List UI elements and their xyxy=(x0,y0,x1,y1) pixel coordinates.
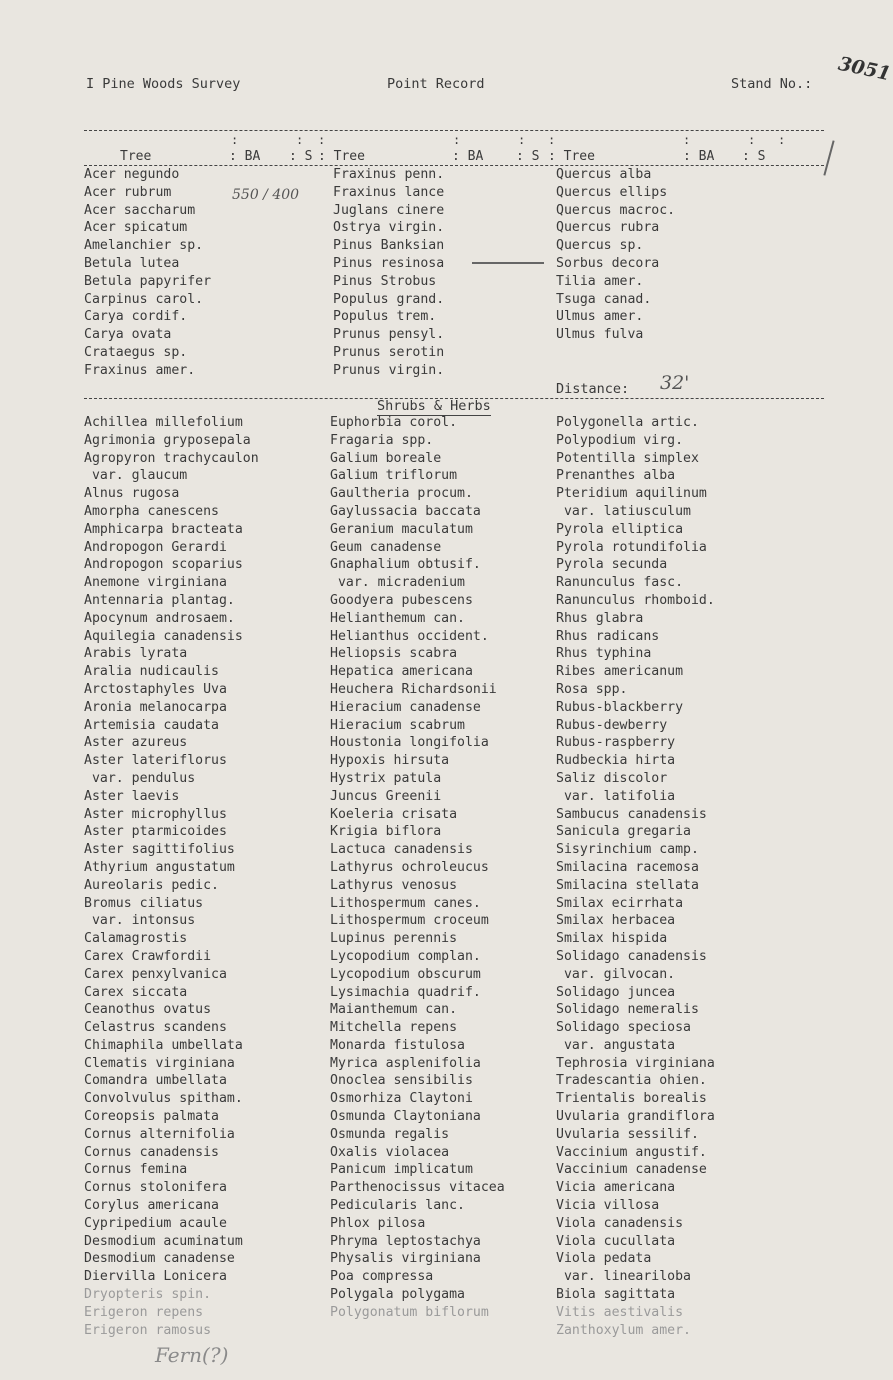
list-item: Viola pedata xyxy=(556,1251,652,1267)
list-item: Arabis lyrata xyxy=(84,646,188,662)
list-item: Ulmus amer. xyxy=(556,309,644,325)
list-item: Sisyrinchium camp. xyxy=(556,842,699,858)
list-item: Solidago speciosa xyxy=(556,1020,691,1036)
list-item: Lathyrus ochroleucus xyxy=(330,859,489,875)
header-tree-1: Tree xyxy=(120,149,152,164)
list-item: Aureolaris pedic. xyxy=(84,877,219,893)
list-item: Lithospermum croceum xyxy=(330,913,489,929)
list-item: Potentilla simplex xyxy=(556,450,699,466)
list-item: Hieracium canadense xyxy=(330,699,481,715)
list-item: Geum canadense xyxy=(330,539,442,555)
list-item: Poa compressa xyxy=(330,1269,434,1285)
list-item: Maianthemum can. xyxy=(330,1002,458,1018)
list-item: Vitis aestivalis xyxy=(556,1304,684,1320)
list-item: Osmorhiza Claytoni xyxy=(330,1091,473,1107)
list-item: Helianthemum can. xyxy=(330,610,465,626)
list-item: Celastrus scandens xyxy=(84,1020,227,1036)
list-item: Ceanothus ovatus xyxy=(84,1002,212,1018)
list-item: Krigia biflora xyxy=(330,824,442,840)
list-item: Aster laevis xyxy=(84,788,180,804)
list-item: Myrica asplenifolia xyxy=(330,1055,481,1071)
list-item: Uvularia sessilif. xyxy=(556,1126,699,1142)
list-item: Lupinus perennis xyxy=(330,931,458,947)
list-item: Phryma leptostachya xyxy=(330,1233,481,1249)
list-item: var. intonsus xyxy=(84,913,196,929)
list-item: Quercus rubra xyxy=(556,220,660,236)
list-item: Mitchella repens xyxy=(330,1020,458,1036)
list-item: Betula lutea xyxy=(84,255,180,271)
list-item: Tradescantia ohien. xyxy=(556,1073,707,1089)
list-item: Populus grand. xyxy=(333,291,445,307)
list-item: Viola canadensis xyxy=(556,1215,684,1231)
list-item: Dryopteris spin. xyxy=(84,1287,212,1303)
handwritten-ba-note: 550 / 400 xyxy=(232,187,300,203)
list-item: Sorbus decora xyxy=(556,255,660,271)
header-tree-2: : Tree xyxy=(318,149,365,164)
list-item: Quercus alba xyxy=(556,167,652,182)
herb-column-1 xyxy=(84,414,259,1339)
list-item: Pedicularis lanc. xyxy=(330,1198,465,1214)
list-item: Pyrola elliptica xyxy=(556,521,684,537)
list-item: Cornus stolonifera xyxy=(84,1180,227,1196)
list-item: Populus trem. xyxy=(333,309,437,325)
list-item: Aster microphyllus xyxy=(84,806,227,822)
header-ba-3: : BA xyxy=(683,149,715,164)
list-item: Quercus macroc. xyxy=(556,202,676,218)
list-item: Fraxinus penn. xyxy=(333,167,445,182)
list-item: Heuchera Richardsonii xyxy=(330,681,497,697)
list-item: Cornus alternifolia xyxy=(84,1126,235,1142)
list-item: Polypodium virg. xyxy=(556,432,684,448)
list-item: Pyrola secunda xyxy=(556,557,668,573)
list-item: Amphicarpa bracteata xyxy=(84,521,243,537)
colon-marks-2: : xyxy=(318,133,326,147)
list-item: Aralia nudicaulis xyxy=(84,664,219,680)
herb-column-3 xyxy=(556,414,715,1339)
list-item: Lithospermum canes. xyxy=(330,895,481,911)
list-item: Saliz discolor xyxy=(556,770,668,786)
list-item: Aster ptarmicoides xyxy=(84,824,227,840)
distance-label: Distance: xyxy=(556,381,630,397)
list-item: Ranunculus fasc. xyxy=(556,575,684,591)
list-item: Crataegus sp. xyxy=(84,344,188,360)
list-item: Pinus Banksian xyxy=(333,238,445,254)
list-item: Clematis virginiana xyxy=(84,1055,235,1071)
list-item: Alnus rugosa xyxy=(84,486,180,502)
shrubs-herbs-title: Shrubs & Herbs xyxy=(377,398,491,414)
list-item: Convolvulus spitham. xyxy=(84,1091,243,1107)
list-item: Quercus ellips xyxy=(556,184,668,200)
list-item: Comandra umbellata xyxy=(84,1073,227,1089)
list-item: Ribes americanum xyxy=(556,664,684,680)
list-item: Solidago canadensis xyxy=(556,948,707,964)
list-item: Goodyera pubescens xyxy=(330,592,473,608)
list-item: Chimaphila umbellata xyxy=(84,1037,243,1053)
list-item: var. micradenium xyxy=(330,575,465,591)
list-item: Pinus Strobus xyxy=(333,273,437,289)
list-item: Pyrola rotundifolia xyxy=(556,539,707,555)
list-item: Acer rubrum xyxy=(84,184,172,200)
list-item: Prenanthes alba xyxy=(556,468,676,484)
colon-marks-5: : : xyxy=(683,133,756,147)
list-item: Aster lateriflorus xyxy=(84,753,227,769)
list-item: Rhus typhina xyxy=(556,646,652,662)
list-item: Lysimachia quadrif. xyxy=(330,984,481,1000)
list-item: Andropogon scoparius xyxy=(84,557,243,573)
list-item: Vaccinium canadense xyxy=(556,1162,707,1178)
list-item: Trientalis borealis xyxy=(556,1091,707,1107)
list-item: Lathyrus venosus xyxy=(330,877,458,893)
list-item: Osmunda Claytoniana xyxy=(330,1109,481,1125)
list-item: Rubus-raspberry xyxy=(556,735,676,751)
list-item: Polygonatum biflorum xyxy=(330,1304,489,1320)
list-item: Cypripedium acaule xyxy=(84,1215,227,1231)
list-item: Erigeron ramosus xyxy=(84,1322,212,1338)
list-item: Phlox pilosa xyxy=(330,1215,426,1231)
list-item: Gaylussacia baccata xyxy=(330,503,481,519)
footer-handwritten-note: Fern(?) xyxy=(155,1343,229,1367)
list-item: Coreopsis palmata xyxy=(84,1109,219,1125)
list-item: Helianthus occident. xyxy=(330,628,489,644)
list-item: Prunus pensyl. xyxy=(333,327,445,343)
list-item: Smilax hispida xyxy=(556,931,668,947)
list-item: Carex siccata xyxy=(84,984,188,1000)
colon-marks-1: : : xyxy=(231,133,304,147)
list-item: Lycopodium obscurum xyxy=(330,966,481,982)
list-item: Hystrix patula xyxy=(330,770,442,786)
herb-column-2 xyxy=(330,414,505,1322)
list-item: Aster sagittifolius xyxy=(84,842,235,858)
list-item: Viola cucullata xyxy=(556,1233,676,1249)
list-item: Physalis virginiana xyxy=(330,1251,481,1267)
list-item: Amelanchier sp. xyxy=(84,238,204,254)
list-item: Athyrium angustatum xyxy=(84,859,235,875)
list-item: Rhus glabra xyxy=(556,610,644,626)
list-item: Desmodium acuminatum xyxy=(84,1233,243,1249)
list-item: Rubus-dewberry xyxy=(556,717,668,733)
list-item: Desmodium canadense xyxy=(84,1251,235,1267)
list-item: Aronia melanocarpa xyxy=(84,699,227,715)
list-item: var. pendulus xyxy=(84,770,196,786)
list-item: Bromus ciliatus xyxy=(84,895,204,911)
pencil-line-resinosa xyxy=(472,262,544,264)
list-item: Rubus-blackberry xyxy=(556,699,684,715)
list-item: Arctostaphyles Uva xyxy=(84,681,227,697)
list-item: Artemisia caudata xyxy=(84,717,219,733)
list-item: Sambucus canadensis xyxy=(556,806,707,822)
list-item: Oxalis violacea xyxy=(330,1144,450,1160)
list-item: Carya cordif. xyxy=(84,309,188,325)
list-item: Prunus serotin xyxy=(333,344,445,360)
list-item: Geranium maculatum xyxy=(330,521,473,537)
list-item: Heliopsis scabra xyxy=(330,646,458,662)
list-item: Aquilegia canadensis xyxy=(84,628,243,644)
list-item: Smilacina racemosa xyxy=(556,859,699,875)
list-item: Agropyron trachycaulon xyxy=(84,450,259,466)
list-item: Acer spicatum xyxy=(84,220,188,236)
list-item: Carpinus carol. xyxy=(84,291,204,307)
pencil-check-mark xyxy=(823,140,834,175)
list-item: Acer negundo xyxy=(84,167,180,182)
list-item: Polygonella artic. xyxy=(556,415,699,430)
list-item: Apocynum androsaem. xyxy=(84,610,235,626)
list-item: Tilia amer. xyxy=(556,273,644,289)
list-item: Gaultheria procum. xyxy=(330,486,473,502)
list-item: Tephrosia virginiana xyxy=(556,1055,715,1071)
list-item: Panicum implicatum xyxy=(330,1162,473,1178)
list-item: Andropogon Gerardi xyxy=(84,539,227,555)
list-item: Euphorbia corol. xyxy=(330,415,458,430)
list-item: Prunus virgin. xyxy=(333,362,445,378)
list-item: Osmunda regalis xyxy=(330,1126,450,1142)
list-item: var. gilvocan. xyxy=(556,966,676,982)
tree-column-2 xyxy=(333,166,444,380)
list-item: Uvularia grandiflora xyxy=(556,1109,715,1125)
list-item: Rosa spp. xyxy=(556,681,628,697)
header-s-3: : S xyxy=(742,149,766,164)
list-item: Monarda fistulosa xyxy=(330,1037,465,1053)
list-item: Antennaria plantag. xyxy=(84,592,235,608)
list-item: Acer saccharum xyxy=(84,202,196,218)
list-item: Agrimonia gryposepala xyxy=(84,432,251,448)
list-item: Gnaphalium obtusif. xyxy=(330,557,481,573)
list-item: var. latifolia xyxy=(556,788,676,804)
list-item: Carex penxylvanica xyxy=(84,966,227,982)
list-item: Rudbeckia hirta xyxy=(556,753,676,769)
list-item: Vaccinium angustif. xyxy=(556,1144,707,1160)
list-item: Carex Crawfordii xyxy=(84,948,212,964)
list-item: var. latiusculum xyxy=(556,503,691,519)
list-item: Diervilla Lonicera xyxy=(84,1269,227,1285)
list-item: var. lineariloba xyxy=(556,1269,691,1285)
list-item: Anemone virginiana xyxy=(84,575,227,591)
record-title: Point Record xyxy=(387,76,485,92)
tree-column-1 xyxy=(84,166,211,380)
list-item: Aster azureus xyxy=(84,735,188,751)
list-item: Hepatica americana xyxy=(330,664,473,680)
list-item: Zanthoxylum amer. xyxy=(556,1322,691,1338)
list-item: Galium boreale xyxy=(330,450,442,466)
header-ba-2: : BA xyxy=(452,149,484,164)
list-item: Erigeron repens xyxy=(84,1304,204,1320)
stand-label: Stand No.: xyxy=(731,76,813,92)
distance-value: 32' xyxy=(660,372,690,394)
list-item: Fragaria spp. xyxy=(330,432,434,448)
list-item: Galium triflorum xyxy=(330,468,458,484)
list-item: Smilax ecirrhata xyxy=(556,895,684,911)
divider-top xyxy=(84,130,824,131)
list-item: Solidago juncea xyxy=(556,984,676,1000)
header-s-2: : S xyxy=(516,149,540,164)
survey-title: I Pine Woods Survey xyxy=(86,76,241,92)
list-item: Cornus canadensis xyxy=(84,1144,219,1160)
list-item: Fraxinus lance xyxy=(333,184,445,200)
list-item: Achillea millefolium xyxy=(84,415,243,430)
list-item: Betula papyrifer xyxy=(84,273,212,289)
list-item: Smilacina stellata xyxy=(556,877,699,893)
header-tree-3: : Tree xyxy=(548,149,595,164)
list-item: Tsuga canad. xyxy=(556,291,652,307)
list-item: Polygala polygama xyxy=(330,1287,465,1303)
colon-marks-3: : : xyxy=(453,133,526,147)
stand-number-handwritten: 3051 xyxy=(836,52,893,86)
list-item: Corylus americana xyxy=(84,1198,219,1214)
header-ba-1: : BA xyxy=(229,149,261,164)
list-item: Parthenocissus vitacea xyxy=(330,1180,505,1196)
list-item: Rhus radicans xyxy=(556,628,660,644)
list-item: Ostrya virgin. xyxy=(333,220,445,236)
list-item: Juncus Greenii xyxy=(330,788,442,804)
list-item: Smilax herbacea xyxy=(556,913,676,929)
list-item: Fraxinus amer. xyxy=(84,362,196,378)
list-item: Pinus resinosa xyxy=(333,255,445,271)
list-item: Onoclea sensibilis xyxy=(330,1073,473,1089)
list-item: Vicia americana xyxy=(556,1180,676,1196)
list-item: Sanicula gregaria xyxy=(556,824,691,840)
list-item: Lactuca canadensis xyxy=(330,842,473,858)
list-item: var. angustata xyxy=(556,1037,676,1053)
list-item: Ranunculus rhomboid. xyxy=(556,592,715,608)
list-item: Hieracium scabrum xyxy=(330,717,465,733)
list-item: Amorpha canescens xyxy=(84,503,219,519)
list-item: var. glaucum xyxy=(84,468,188,484)
colon-marks-6: : xyxy=(778,133,786,147)
list-item: Koeleria crisata xyxy=(330,806,458,822)
list-item: Ulmus fulva xyxy=(556,327,644,343)
list-item: Vicia villosa xyxy=(556,1198,660,1214)
list-item: Solidago nemeralis xyxy=(556,1002,699,1018)
list-item: Juglans cinere xyxy=(333,202,445,218)
list-item: Calamagrostis xyxy=(84,931,188,947)
list-item: Houstonia longifolia xyxy=(330,735,489,751)
list-item: Lycopodium complan. xyxy=(330,948,481,964)
list-item: Cornus femina xyxy=(84,1162,188,1178)
list-item: Hypoxis hirsuta xyxy=(330,753,450,769)
colon-marks-4: : xyxy=(548,133,556,147)
header-s-1: : S xyxy=(289,149,313,164)
tree-column-3 xyxy=(556,166,675,344)
list-item: Pteridium aquilinum xyxy=(556,486,707,502)
list-item: Carya ovata xyxy=(84,327,172,343)
list-item: Quercus sp. xyxy=(556,238,644,254)
list-item: Biola sagittata xyxy=(556,1287,676,1303)
